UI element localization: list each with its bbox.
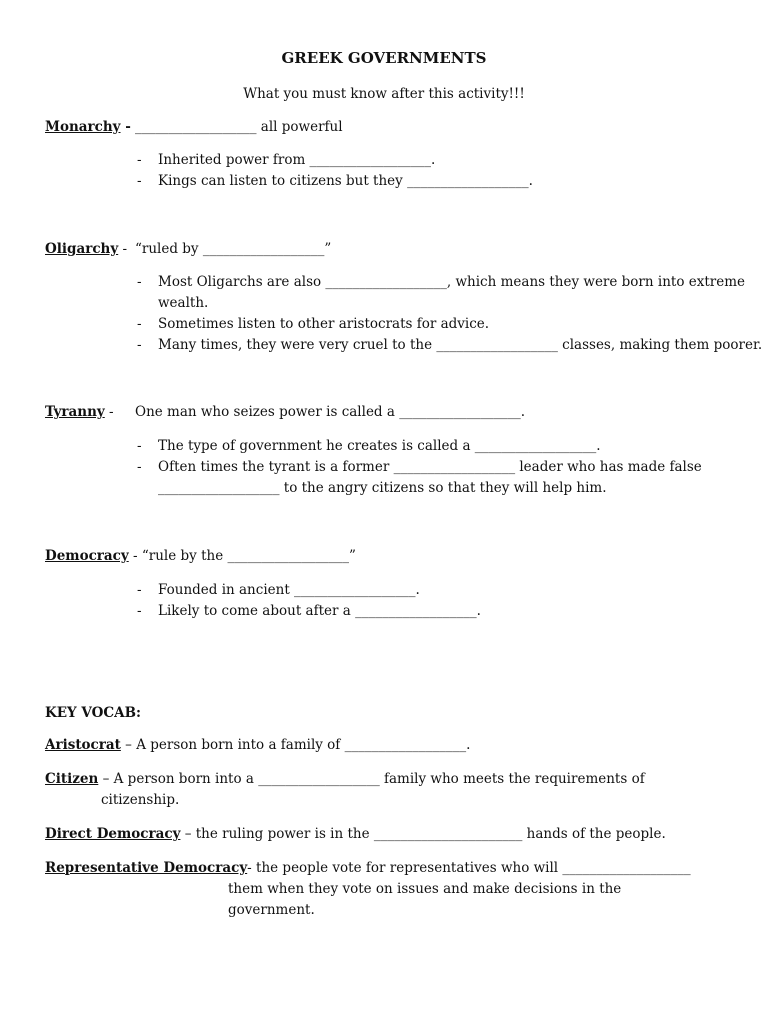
vocab-representative-term: Representative Democracy [45,860,248,876]
monarchy-bullet-2: Kings can listen to citizens but they __________________. [158,173,533,189]
vocab-aristocrat-term: Aristocrat [45,737,121,753]
page-subtitle: What you must know after this activity!!! [243,86,525,102]
oligarchy-desc: “ruled by __________________” [135,241,332,257]
vocab-aristocrat-def: – A person born into a family of __________________. [120,737,471,753]
monarchy-sep: - [120,119,131,135]
oligarchy-heading [45,239,127,260]
tyranny-desc: One man who seizes power is called a __________________. [135,404,525,420]
oligarchy-bullet-1: Most Oligarchs are also __________________, which means they were born into extreme [158,274,745,290]
vocab-representative-def-cont: them when they vote on issues and make decisions in the [228,881,622,897]
bullet-dash: - [137,274,142,290]
bullet-dash: - [137,438,142,454]
oligarchy-bullet-3: Many times, they were very cruel to the __________________ classes, making them poorer. [158,337,763,353]
democracy-heading [45,546,356,567]
monarchy-bullet-1: Inherited power from __________________. [158,152,436,168]
vocab-citizen [45,769,645,790]
bullet-dash: - [137,582,142,598]
bullet-dash: - [137,459,142,475]
democracy-term: Democracy [45,548,129,564]
oligarchy-bullet-2: Sometimes listen to other aristocrats for advice. [158,316,490,332]
bullet-dash: - [137,173,142,189]
vocab-representative-def: - the people vote for representatives who will ___________________ [247,860,691,876]
oligarchy-sep: - [118,241,128,257]
oligarchy-term: Oligarchy [45,241,119,257]
vocab-citizen-term: Citizen [45,771,99,787]
vocab-citizen-def: – A person born into a __________________ family who meets the requirements of [98,771,645,787]
tyranny-bullet-2: Often times the tyrant is a former __________________ leader who has made false [158,459,702,475]
tyranny-bullet-2-cont: __________________ to the angry citizens so that they will help him. [158,480,607,496]
page-title: GREEK GOVERNMENTS [281,49,487,67]
vocab-direct-def: – the ruling power is in the ______________________ hands of the people. [180,826,666,842]
democracy-bullet-1: Founded in ancient __________________. [158,582,420,598]
vocab-representative-def-cont2: government. [228,902,315,918]
bullet-dash: - [137,337,142,353]
tyranny-bullet-1: The type of government he creates is called a __________________. [158,438,601,454]
bullet-dash: - [137,316,142,332]
vocab-direct-term: Direct Democracy [45,826,181,842]
democracy-desc: - “rule by the __________________” [128,548,356,564]
bullet-dash: - [137,603,142,619]
tyranny-heading [45,402,114,423]
vocab-citizen-def-cont: citizenship. [101,792,180,808]
vocab-direct-democracy [45,824,666,845]
monarchy-desc: __________________ all powerful [135,119,343,135]
tyranny-term: Tyranny [45,404,105,420]
vocab-representative-democracy [45,858,691,879]
tyranny-sep: - [104,404,114,420]
democracy-bullet-2: Likely to come about after a __________________. [158,603,481,619]
vocab-aristocrat [45,735,470,756]
oligarchy-bullet-1-cont: wealth. [158,295,209,311]
bullet-dash: - [137,152,142,168]
monarchy-heading [45,117,131,138]
vocab-heading: KEY VOCAB: [45,705,141,721]
monarchy-term: Monarchy [45,119,121,135]
